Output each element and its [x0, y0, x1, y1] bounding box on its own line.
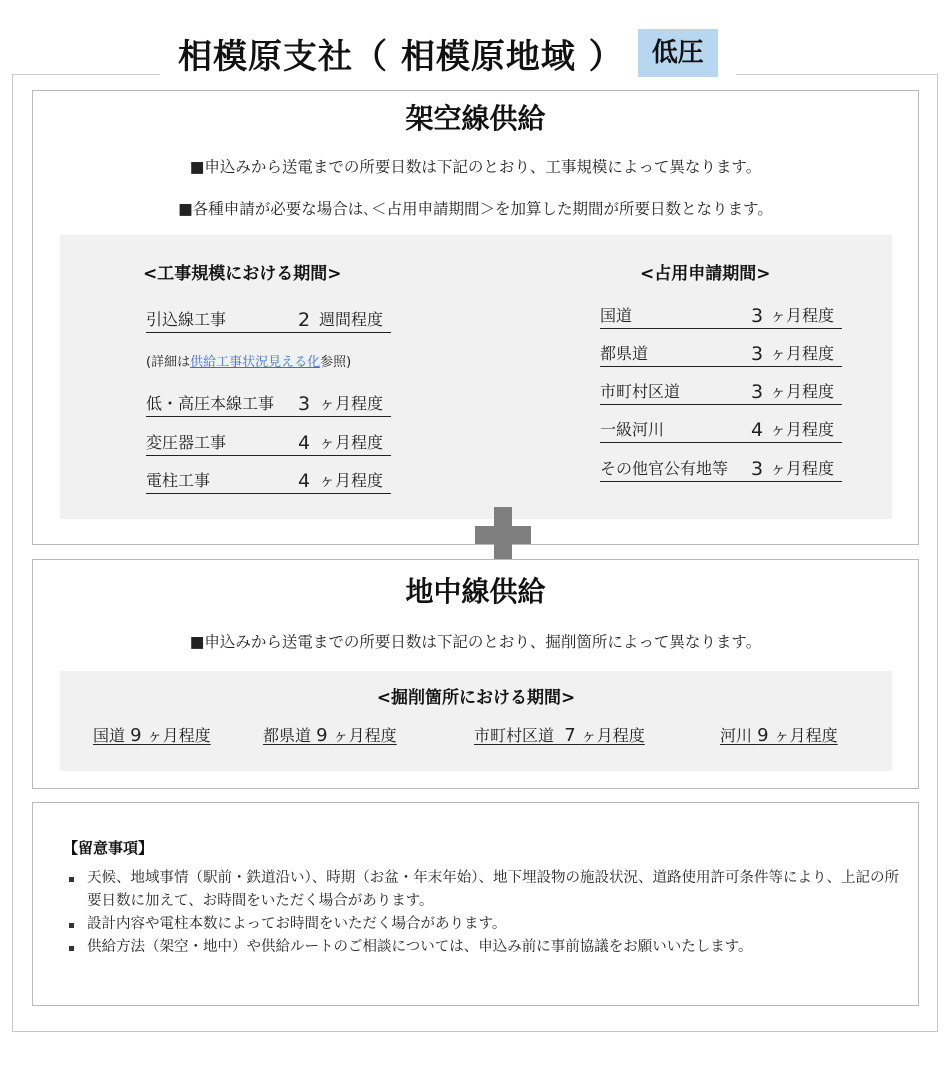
- item-number: 9: [757, 725, 769, 746]
- notice-section: [32, 802, 919, 1006]
- row-unit: ヶ月程度: [319, 471, 384, 490]
- voltage-badge: 低圧: [638, 29, 718, 77]
- row-label: 都県道: [600, 344, 649, 363]
- visualization-link[interactable]: 供給工事状況見える化: [190, 355, 321, 370]
- item-label: 河川: [720, 726, 753, 745]
- notice-item: 供給方法（架空・地中）や供給ルートのご相談については、申込み前に事前協議をお願いいたします。: [69, 936, 899, 959]
- item-number: 7: [564, 725, 576, 746]
- occupancy-row-municipal-road: [600, 379, 842, 405]
- construction-row-service: [146, 307, 391, 333]
- row-unit: ヶ月程度: [770, 344, 835, 363]
- notice-list: [69, 867, 899, 959]
- row-label: 国道: [600, 306, 633, 325]
- construction-row-transformer: [146, 430, 391, 456]
- occupancy-row-prefectural-road: [600, 341, 842, 367]
- item-label: 国道: [93, 726, 126, 745]
- detail-suffix: 参照): [320, 355, 352, 370]
- row-number: 3: [751, 343, 764, 365]
- occupancy-row-national-road: [600, 303, 842, 329]
- construction-row-mainline: [146, 391, 391, 417]
- row-number: 4: [751, 419, 764, 441]
- construction-heading: <工事規模における期間>: [143, 264, 342, 284]
- excavation-item-prefectural-road: [263, 723, 397, 746]
- item-unit: ヶ月程度: [146, 726, 211, 745]
- item-unit: ヶ月程度: [773, 726, 838, 745]
- row-number: 2: [298, 309, 311, 331]
- underground-note: ■申込みから送電までの所要日数は下記のとおり、掘削箇所によって異なります。: [189, 633, 762, 651]
- row-label: 変圧器工事: [146, 433, 227, 452]
- construction-row-pole: [146, 468, 391, 494]
- excavation-item-municipal-road: [474, 723, 645, 746]
- row-unit: 週間程度: [319, 310, 384, 329]
- underground-title: 地中線供給: [405, 575, 546, 608]
- overhead-section: [32, 90, 919, 545]
- overhead-period-panel: [60, 235, 892, 519]
- notice-item: 天候、地域事情（駅前・鉄道沿い）、時期（お盆・年末年始）、地下埋設物の施設状況、道路使用許可条件等により、上記の所要日数に加えて、お時間をいただく場合があります。: [69, 867, 899, 913]
- row-unit: ヶ月程度: [770, 420, 835, 439]
- item-unit: ヶ月程度: [580, 726, 645, 745]
- excavation-period-panel: [60, 671, 892, 771]
- page-header: [160, 24, 736, 82]
- excavation-item-national-road: [93, 723, 211, 746]
- row-number: 4: [298, 432, 311, 454]
- overhead-note-1: ■申込みから送電までの所要日数は下記のとおり、工事規模によって異なります。: [189, 158, 762, 176]
- row-unit: ヶ月程度: [319, 394, 384, 413]
- item-label: 市町村区道: [474, 726, 555, 745]
- row-label: 一級河川: [600, 420, 665, 439]
- occupancy-row-other-public-land: [600, 456, 842, 482]
- construction-detail-note: [146, 351, 351, 370]
- item-number: 9: [130, 725, 142, 746]
- item-number: 9: [316, 725, 328, 746]
- row-label: 市町村区道: [600, 382, 681, 401]
- row-unit: ヶ月程度: [770, 382, 835, 401]
- occupancy-heading: <占用申請期間>: [640, 264, 771, 284]
- row-label: 低・高圧本線工事: [146, 394, 275, 413]
- page-title: 相模原支社（ 相模原地域 ）: [178, 36, 624, 77]
- row-unit: ヶ月程度: [770, 306, 835, 325]
- row-label: 電柱工事: [146, 471, 211, 490]
- excavation-heading: <掘削箇所における期間>: [376, 688, 576, 708]
- overhead-title: 架空線供給: [405, 102, 546, 135]
- underground-section: [32, 559, 919, 789]
- plus-icon: [475, 507, 531, 563]
- notice-heading: 【留意事項】: [63, 839, 154, 857]
- occupancy-row-river: [600, 417, 842, 443]
- plus-icon-vertical: [494, 507, 512, 563]
- row-number: 3: [751, 305, 764, 327]
- excavation-item-river: [720, 723, 838, 746]
- row-label: その他官公有地等: [600, 459, 729, 478]
- row-number: 4: [298, 470, 311, 492]
- row-number: 3: [298, 393, 311, 415]
- row-unit: ヶ月程度: [319, 433, 384, 452]
- row-unit: ヶ月程度: [770, 459, 835, 478]
- overhead-note-2: ■各種申請が必要な場合は､＜占用申請期間＞を加算した期間が所要日数となります。: [178, 200, 773, 218]
- item-unit: ヶ月程度: [332, 726, 397, 745]
- row-label: 引込線工事: [146, 310, 227, 329]
- row-number: 3: [751, 381, 764, 403]
- row-number: 3: [751, 458, 764, 480]
- notice-item: 設計内容や電柱本数によってお時間をいただく場合があります。: [69, 913, 899, 936]
- item-label: 都県道: [263, 726, 312, 745]
- detail-prefix: (詳細は: [146, 355, 191, 370]
